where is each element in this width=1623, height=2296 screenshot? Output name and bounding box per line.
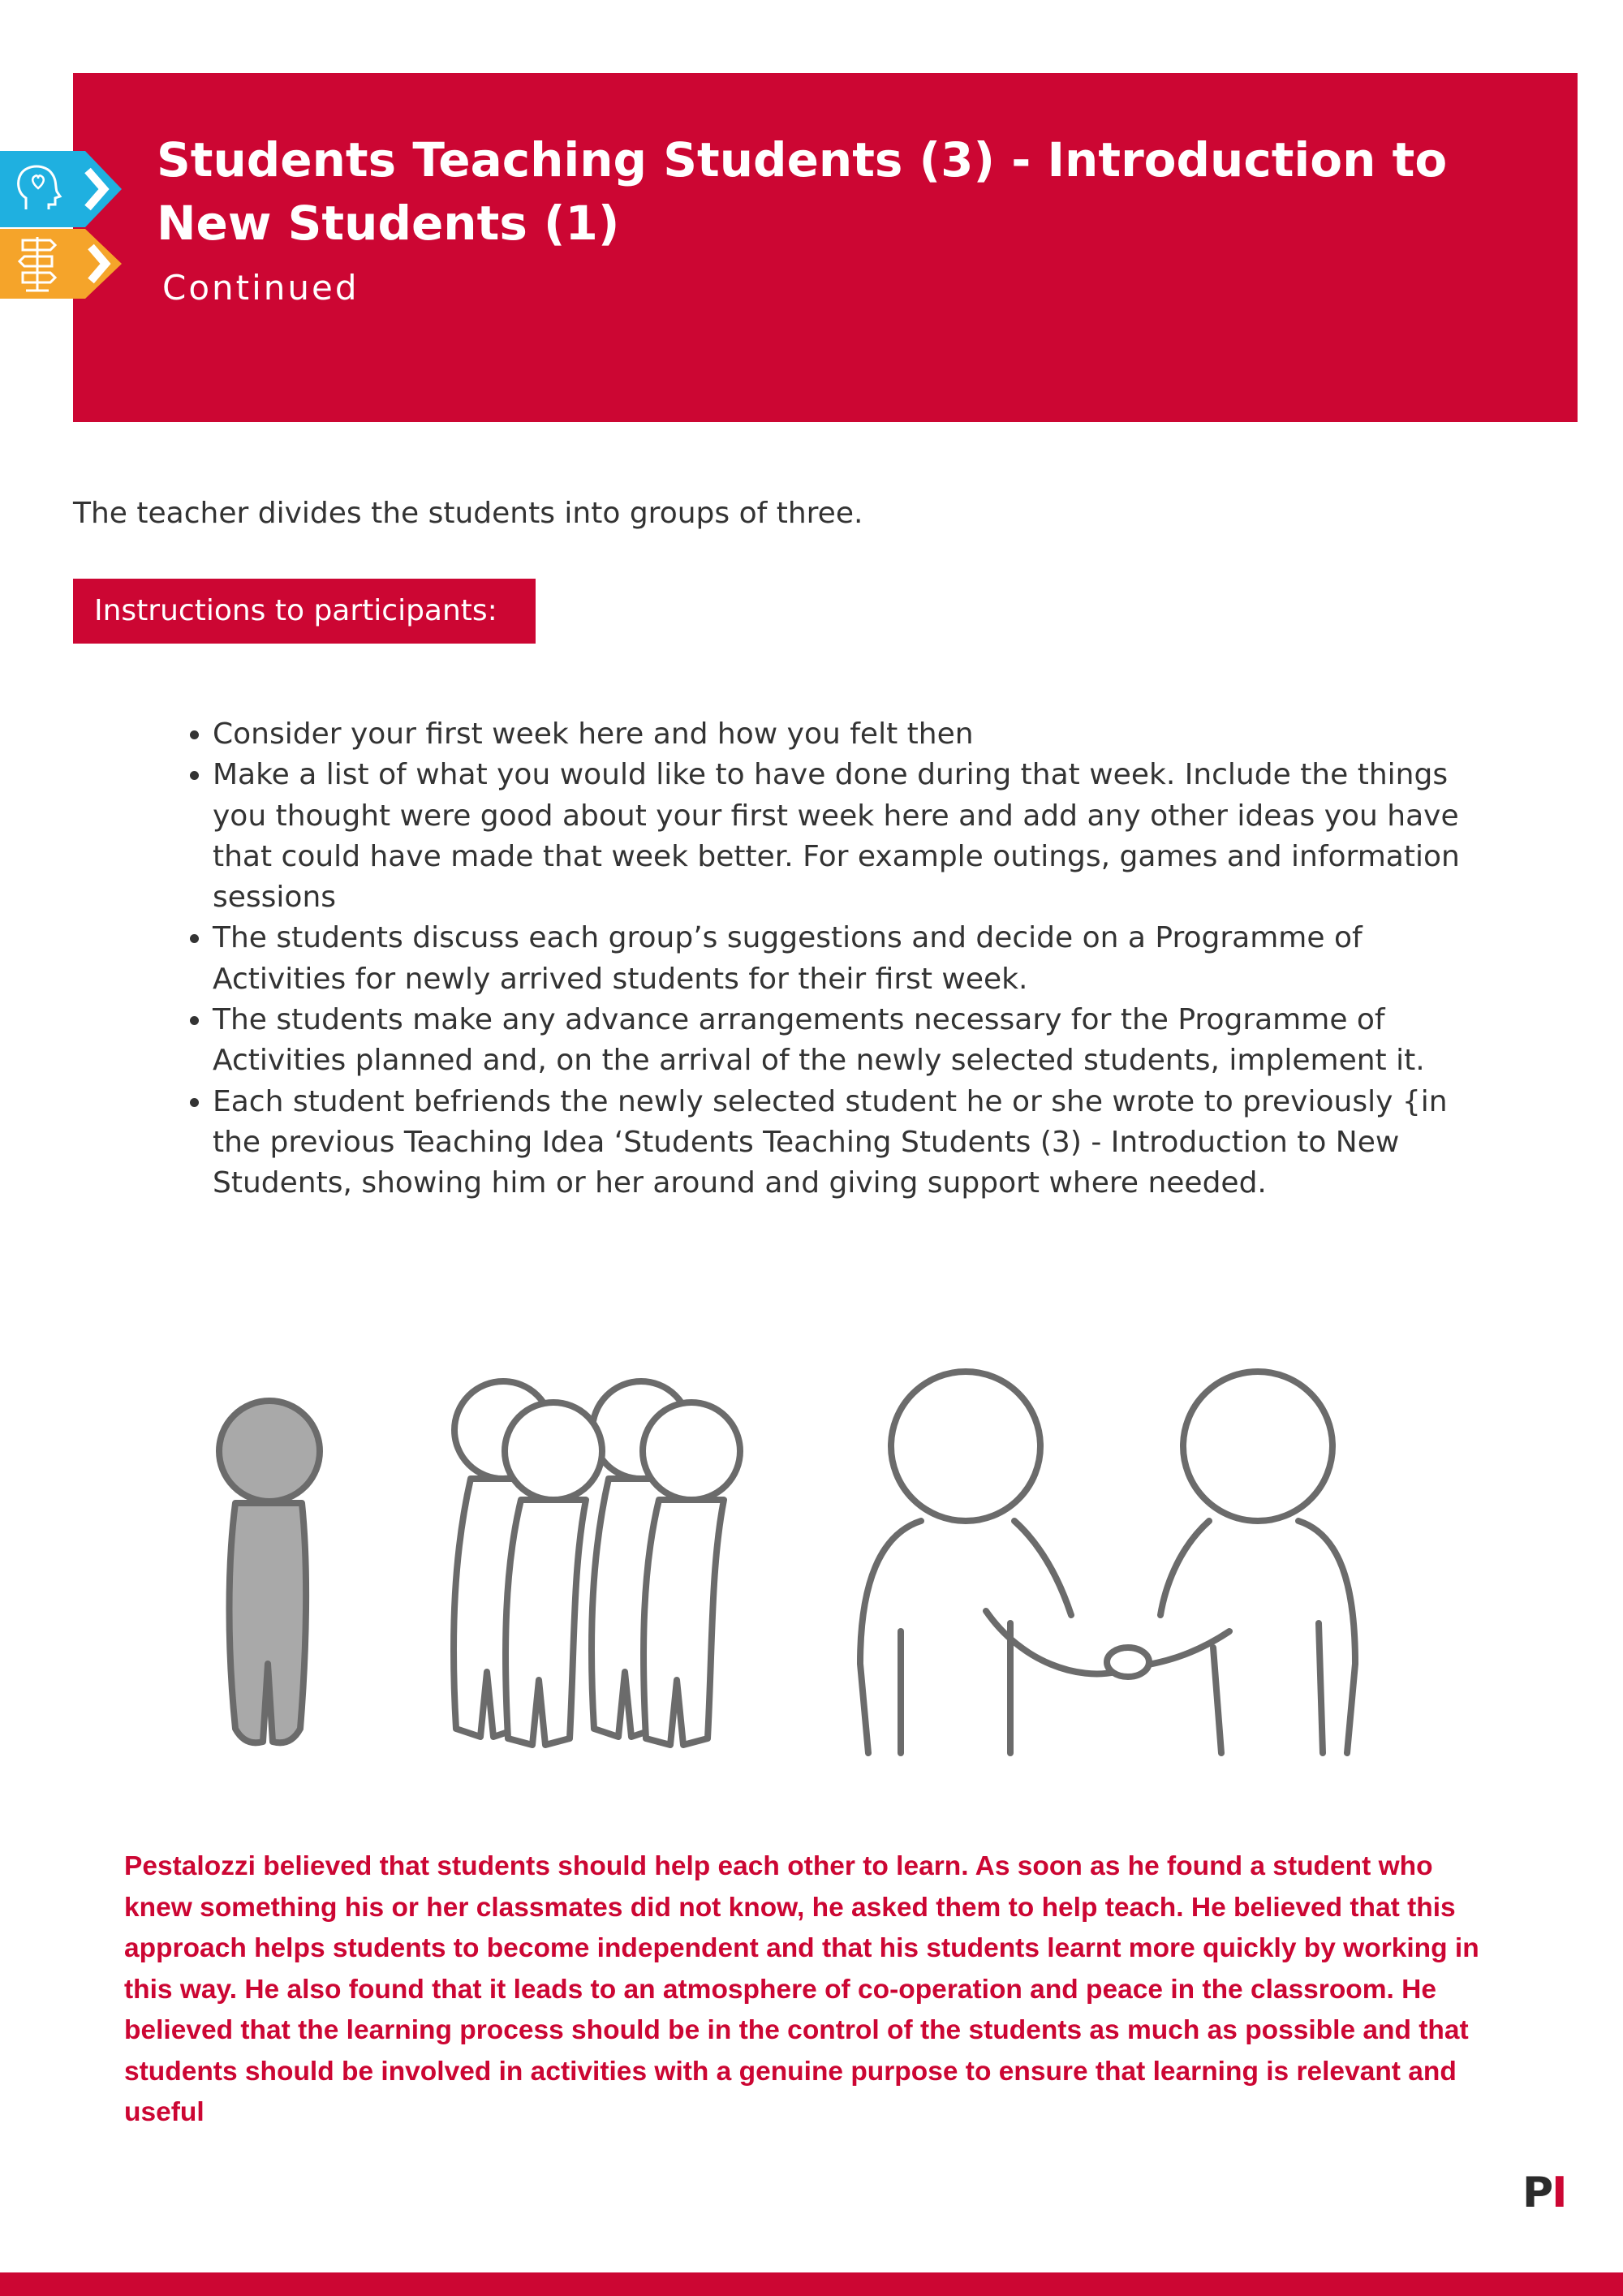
list-item: • Consider your first week here and how you felt then xyxy=(213,714,1495,755)
intro-text: The teacher divides the students into groups of three. xyxy=(73,497,863,530)
page-subtitle: Continued xyxy=(162,268,359,308)
lone-student-figure xyxy=(219,1401,320,1742)
signpost-icon xyxy=(0,229,122,299)
list-item: • Make a list of what you would like to have done during that week. Include the things you thought were good about your first week here and add any other ideas you have that could have made that week better. For example outings, games and information sessions xyxy=(213,755,1495,918)
list-item: • Each student befriends the newly selected student he or she wrote to previously {in the previous Teaching Idea ‘Students Teaching Students (3) - Introduction to New Students, showing him or her around and giving support where needed. xyxy=(213,1082,1495,1204)
list-item: • The students make any advance arrangements necessary for the Programme of Activities planned and, on the arrival of the newly selected students, implement it. xyxy=(213,1000,1495,1082)
handshake-figures xyxy=(860,1372,1355,1753)
page-title: Students Teaching Students (3) - Introduction to New Students (1) xyxy=(157,132,1448,251)
footer-bar xyxy=(0,2272,1623,2296)
instructions-list xyxy=(154,714,1495,1204)
students-illustration xyxy=(195,1355,1371,1777)
pi-logo: PI xyxy=(1522,2169,1566,2217)
list-item: • The students discuss each group’s suggestions and decide on a Programme of Activities for newly arrived students for their first week. xyxy=(213,918,1495,1000)
head-heart-icon xyxy=(0,151,122,227)
group-figures xyxy=(454,1381,740,1745)
pestalozzi-quote: Pestalozzi believed that students should help each other to learn. As soon as he found a student who knew something his or her classmates did not know, he asked them to help teach. He believed that this approach helps students to become independent and that his students learnt more quickly by working in this way. He also found that it leads to an atmosphere of co-operation and peace in the classroom. He believed that the learning process should be in the control of the students as much as possible and that students should be involved in activities with a genuine purpose to ensure that learning is relevant and useful xyxy=(124,1851,1479,2127)
instructions-label: Instructions to participants: xyxy=(73,579,536,644)
